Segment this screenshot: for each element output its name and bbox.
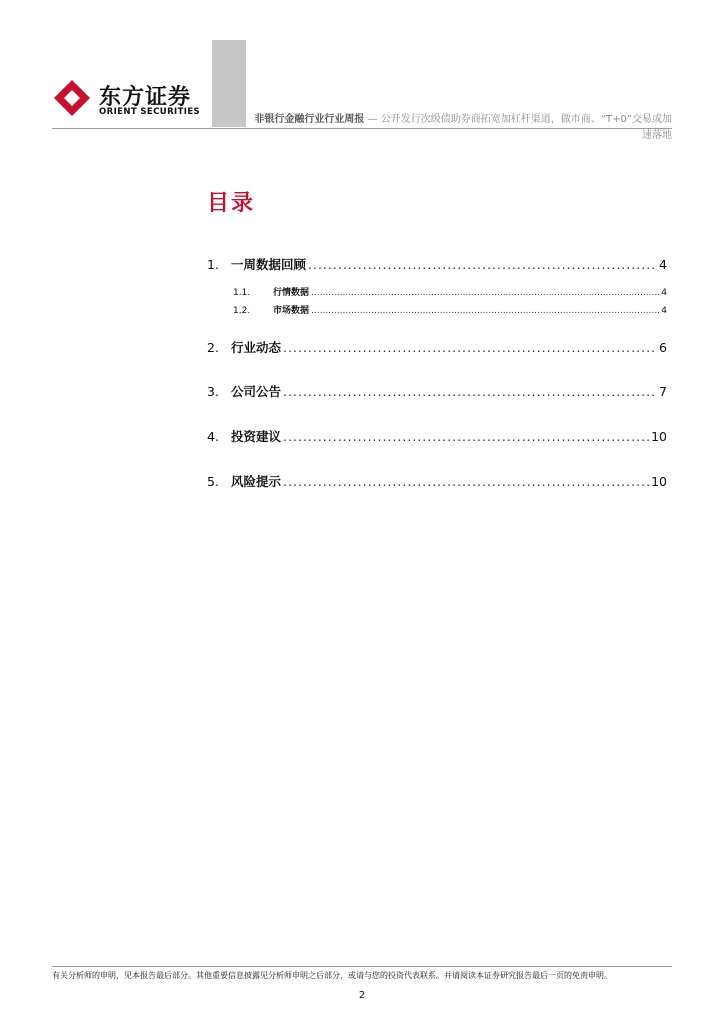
toc-entry-number: 1. <box>207 257 219 272</box>
toc-entry-page: 4 <box>661 306 667 316</box>
toc-entry-page: 6 <box>659 340 667 355</box>
toc-entry-title: 公司公告 <box>231 384 282 399</box>
footer-divider <box>52 966 672 967</box>
toc-entry-title: 风险提示 <box>231 474 282 489</box>
toc-entry-number: 3. <box>207 384 219 399</box>
toc-entry-4[interactable] <box>207 427 667 445</box>
toc-entry-page: 4 <box>659 257 667 272</box>
toc-entry-3[interactable] <box>207 382 667 400</box>
toc-entry-2[interactable] <box>207 338 667 356</box>
header-divider <box>52 128 672 129</box>
logo-chinese-name: 东方证券 <box>99 85 192 110</box>
footer-disclaimer: 有关分析师的申明，见本报告最后部分。其他重要信息披露见分析师申明之后部分，或请与您的投资代表联系。并请阅读本证券研究报告最后一页的免责申明。 <box>52 971 612 980</box>
toc-heading: 目录 <box>207 191 256 216</box>
page-number: 2 <box>358 990 366 1001</box>
toc-entry-page: 4 <box>661 288 667 298</box>
company-logo <box>52 78 212 120</box>
toc-entry-number: 4. <box>207 429 219 444</box>
report-title-line1: — 公开发行次级债助券商拓宽加杠杆渠道，做市商、“T+0”交易或加 <box>364 114 672 125</box>
toc-entry-number: 5. <box>207 474 219 489</box>
toc-leader-dots <box>311 306 659 316</box>
toc-leader-dots <box>308 257 657 272</box>
toc-entry-title: 投资建议 <box>231 429 282 444</box>
toc-entry-number: 1.2. <box>233 306 251 316</box>
orient-securities-logo-icon <box>52 78 92 118</box>
toc-leader-dots <box>311 288 659 298</box>
toc-entry-number: 2. <box>207 340 219 355</box>
toc-entry-page: 10 <box>651 474 667 489</box>
toc-entry-1-1[interactable] <box>207 285 667 298</box>
toc-leader-dots <box>283 474 649 489</box>
toc-entry-1-2[interactable] <box>207 303 667 316</box>
toc-entry-page: 7 <box>659 384 667 399</box>
toc-entry-title: 行业动态 <box>231 340 282 355</box>
toc-entry-number: 1.1. <box>233 288 251 298</box>
toc-entry-5[interactable] <box>207 472 667 490</box>
toc-entry-title: 一周数据回顾 <box>231 257 307 272</box>
toc-leader-dots <box>283 429 649 444</box>
toc-entry-title: 行情数据 <box>273 288 310 298</box>
report-category: 非银行金融行业行业周报 <box>254 114 365 125</box>
toc-entry-page: 10 <box>651 429 667 444</box>
toc-entry-1[interactable] <box>207 255 667 273</box>
logo-english-name: ORIENT SECURITIES <box>99 107 201 117</box>
toc-entry-title: 市场数据 <box>273 306 310 316</box>
toc-leader-dots <box>283 384 657 399</box>
toc-leader-dots <box>283 340 657 355</box>
report-title-line2: 速落地 <box>642 130 672 141</box>
